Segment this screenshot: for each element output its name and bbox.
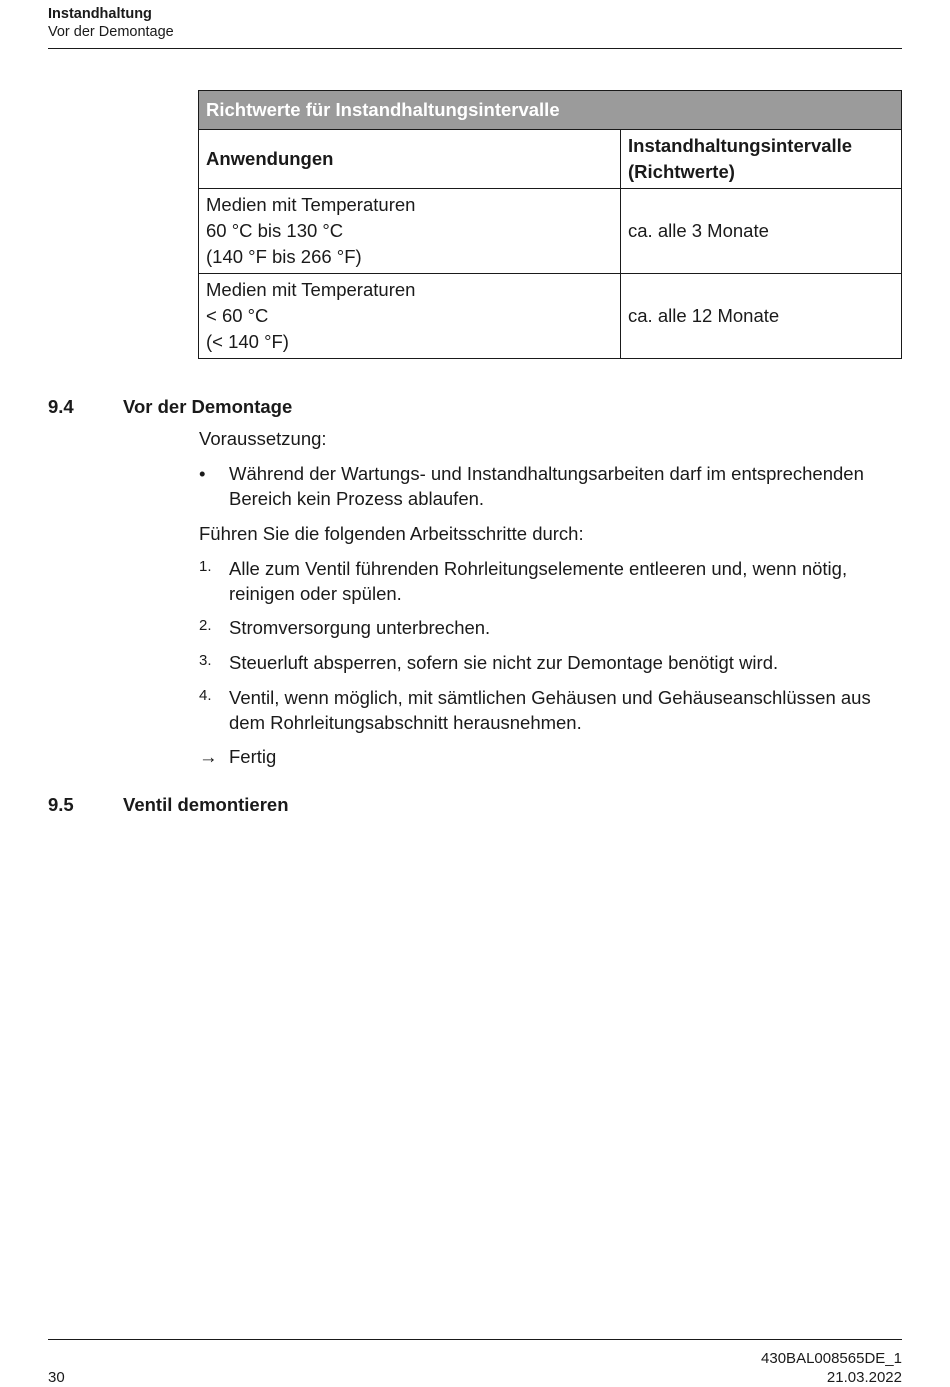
prerequisite-label: Voraussetzung: — [199, 428, 327, 449]
step-number: 1. — [199, 558, 212, 575]
section-title: Vor der Demontage — [123, 396, 293, 417]
column-header-intervals — [621, 130, 902, 189]
result-item — [199, 744, 902, 769]
document-date: 21.03.2022 — [826, 1369, 902, 1386]
prerequisite-item — [199, 461, 902, 511]
section-number: 9.4 — [48, 396, 74, 417]
application-line: (< 140 °F) — [206, 331, 289, 352]
step-number: 2. — [199, 617, 212, 634]
header-chapter: Instandhaltung — [48, 6, 152, 22]
table-caption-row — [199, 91, 902, 130]
table-cell-interval: ca. alle 3 Monate — [621, 189, 902, 274]
table-header-row — [199, 130, 902, 189]
application-line: Medien mit Temperaturen — [206, 279, 416, 300]
header-rule — [48, 48, 902, 49]
prerequisite-text: Während der Wartungs- und Instandhaltungsarbeiten darf im entsprechenden Bereich kein Prozess ablaufen. — [229, 463, 864, 509]
table-row — [199, 189, 902, 274]
application-line: 60 °C bis 130 °C — [206, 220, 344, 241]
result-text: Fertig — [229, 746, 277, 767]
table-cell-interval: ca. alle 12 Monate — [621, 274, 902, 359]
step-item — [199, 556, 902, 606]
table-cell-application — [199, 274, 621, 359]
bullet-mark: • — [199, 463, 206, 484]
step-text: Stromversorgung unterbrechen. — [229, 617, 491, 638]
column-header-intervals-line2: (Richtwerte) — [628, 161, 735, 182]
step-number: 3. — [199, 652, 212, 669]
column-header-applications: Anwendungen — [199, 130, 621, 189]
application-line: < 60 °C — [206, 305, 269, 326]
section-title: Ventil demontieren — [123, 794, 289, 815]
application-line: Medien mit Temperaturen — [206, 194, 416, 215]
table-cell-application — [199, 189, 621, 274]
table-caption: Richtwerte für Instandhaltungsintervalle — [199, 91, 902, 130]
table-row — [199, 274, 902, 359]
step-item — [199, 615, 902, 640]
step-text: Ventil, wenn möglich, mit sämtlichen Gehäusen und Gehäuseanschlüssen aus dem Rohrleitungsabschnitt herausnehmen. — [229, 687, 871, 733]
column-header-intervals-line1: Instandhaltungsintervalle — [628, 135, 853, 156]
document-code: 430BAL008565DE_1 — [761, 1350, 902, 1367]
step-item — [199, 650, 902, 675]
section-number: 9.5 — [48, 794, 74, 815]
step-text: Steuerluft absperren, sofern sie nicht zur Demontage benötigt wird. — [229, 652, 779, 673]
maintenance-interval-table — [198, 90, 902, 359]
step-text: Alle zum Ventil führenden Rohrleitungselemente entleeren und, wenn nötig, reinigen oder spülen. — [229, 558, 848, 604]
footer-rule — [48, 1339, 902, 1340]
instruction-text: Führen Sie die folgenden Arbeitsschritte durch: — [199, 523, 584, 544]
result-arrow-icon: → — [199, 746, 218, 767]
step-number: 4. — [199, 687, 212, 704]
step-item — [199, 685, 902, 735]
header-section: Vor der Demontage — [48, 24, 174, 40]
page-number: 30 — [48, 1369, 65, 1386]
application-line: (140 °F bis 266 °F) — [206, 246, 362, 267]
